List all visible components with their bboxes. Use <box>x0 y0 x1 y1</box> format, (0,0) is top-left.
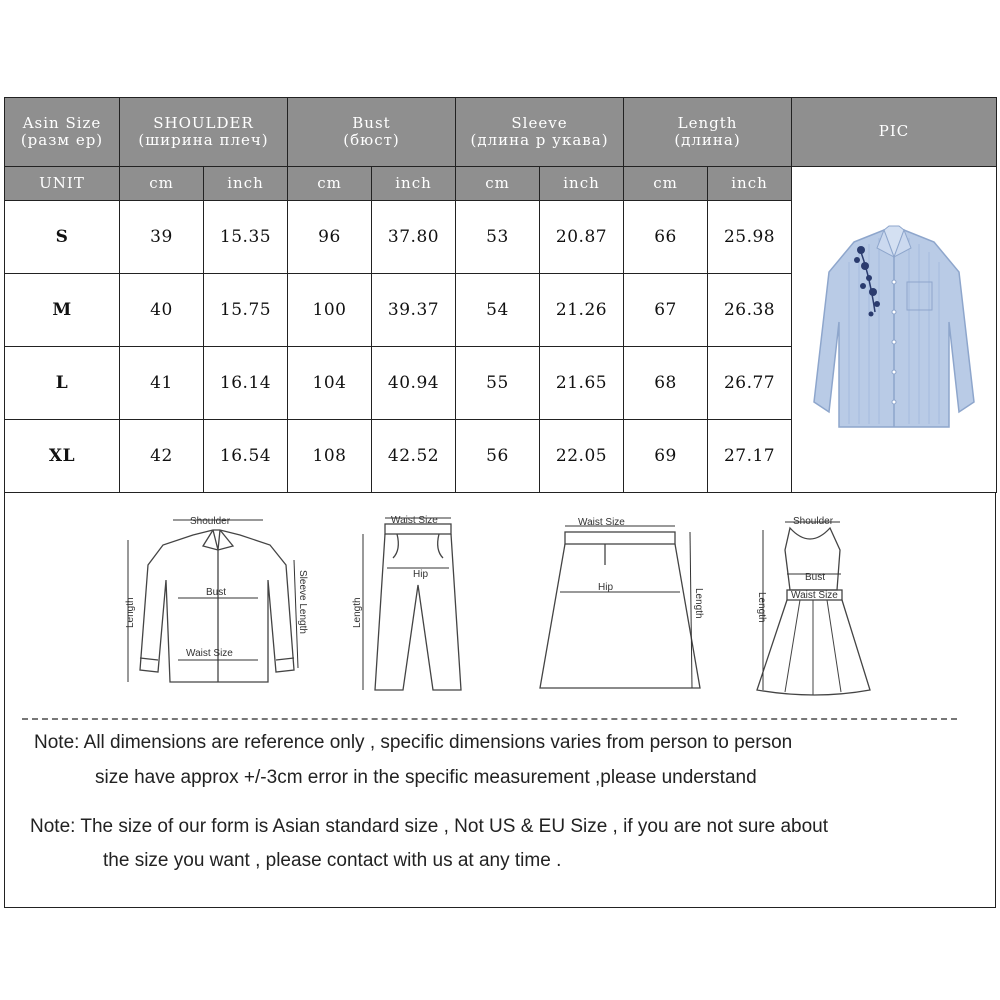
shirt-bust-label: Bust <box>206 587 227 598</box>
header-bust: Bust (бюст) <box>288 98 456 167</box>
shirt-sleeve-label: Sleeve Length <box>297 570 308 634</box>
value-cell: 53 <box>456 201 540 274</box>
value-cell: 15.75 <box>204 274 288 347</box>
note-line-2: size have approx +/-3cm error in the specific measurement ,please understand <box>95 767 757 788</box>
pants-measure-diagram <box>345 510 465 695</box>
value-cell: 100 <box>288 274 372 347</box>
shirt-product-photo <box>799 202 989 452</box>
product-photo-cell <box>792 166 997 492</box>
header-shoulder: SHOULDER (ширина плеч) <box>120 98 288 167</box>
value-cell: 104 <box>288 347 372 420</box>
unit-row <box>5 166 997 200</box>
value-cell: 40 <box>120 274 204 347</box>
value-cell: 56 <box>456 420 540 493</box>
value-cell: 21.26 <box>540 274 624 347</box>
value-cell: 21.65 <box>540 347 624 420</box>
header-pic: PIC <box>792 98 997 167</box>
header-sleeve: Sleeve (длина р укава) <box>456 98 624 167</box>
value-cell: 26.38 <box>708 274 792 347</box>
pants-length-label: Length <box>352 597 363 628</box>
unit-cell: cm <box>456 166 540 200</box>
value-cell: 42.52 <box>372 420 456 493</box>
size-table <box>4 97 997 493</box>
pants-waist-label: Waist Size <box>391 515 438 526</box>
header-length: Length (длина) <box>624 98 792 167</box>
value-cell: 16.14 <box>204 347 288 420</box>
size-cell: S <box>5 201 120 274</box>
skirt-waist-label: Waist Size <box>578 517 625 528</box>
value-cell: 16.54 <box>204 420 288 493</box>
value-cell: 15.35 <box>204 201 288 274</box>
value-cell: 41 <box>120 347 204 420</box>
header-row <box>5 98 997 167</box>
value-cell: 66 <box>624 201 708 274</box>
value-cell: 22.05 <box>540 420 624 493</box>
dress-bust-label: Bust <box>805 572 826 583</box>
shirt-length-label: Length <box>125 597 136 628</box>
shirt-waist-label: Waist Size <box>186 648 233 659</box>
shirt-measure-diagram <box>118 510 318 695</box>
value-cell: 39.37 <box>372 274 456 347</box>
unit-cell: inch <box>372 166 456 200</box>
value-cell: 42 <box>120 420 204 493</box>
value-cell: 108 <box>288 420 372 493</box>
pants-hip-label: Hip <box>413 569 429 580</box>
value-cell: 26.77 <box>708 347 792 420</box>
skirt-hip-label: Hip <box>598 582 614 593</box>
unit-cell: cm <box>120 166 204 200</box>
unit-cell: inch <box>708 166 792 200</box>
header-size: Asin Size (разм ер) <box>5 98 120 167</box>
value-cell: 67 <box>624 274 708 347</box>
skirt-measure-diagram <box>530 510 710 695</box>
dress-measure-diagram <box>745 510 875 700</box>
size-cell: L <box>5 347 120 420</box>
value-cell: 37.80 <box>372 201 456 274</box>
value-cell: 25.98 <box>708 201 792 274</box>
note-line-1: Note: All dimensions are reference only , specific dimensions varies from person to person <box>34 732 793 753</box>
note-line-3: Note: The size of our form is Asian standard size , Not US & EU Size , if you are not sure about <box>30 816 829 837</box>
dashed-divider <box>22 718 957 720</box>
unit-cell: cm <box>624 166 708 200</box>
value-cell: 27.17 <box>708 420 792 493</box>
value-cell: 40.94 <box>372 347 456 420</box>
value-cell: 55 <box>456 347 540 420</box>
size-cell: M <box>5 274 120 347</box>
dress-length-label: Length <box>756 592 767 623</box>
value-cell: 54 <box>456 274 540 347</box>
note-line-4: the size you want , please contact with us at any time . <box>103 850 562 871</box>
unit-cell: cm <box>288 166 372 200</box>
shirt-shoulder-label: Shoulder <box>190 516 231 527</box>
unit-label: UNIT <box>5 166 120 200</box>
size-cell: XL <box>5 420 120 493</box>
dress-shoulder-label: Shoulder <box>793 516 834 527</box>
value-cell: 68 <box>624 347 708 420</box>
value-cell: 96 <box>288 201 372 274</box>
unit-cell: inch <box>204 166 288 200</box>
dress-waist-label: Waist Size <box>791 590 838 601</box>
unit-cell: inch <box>540 166 624 200</box>
value-cell: 69 <box>624 420 708 493</box>
skirt-length-label: Length <box>693 588 704 619</box>
value-cell: 39 <box>120 201 204 274</box>
value-cell: 20.87 <box>540 201 624 274</box>
